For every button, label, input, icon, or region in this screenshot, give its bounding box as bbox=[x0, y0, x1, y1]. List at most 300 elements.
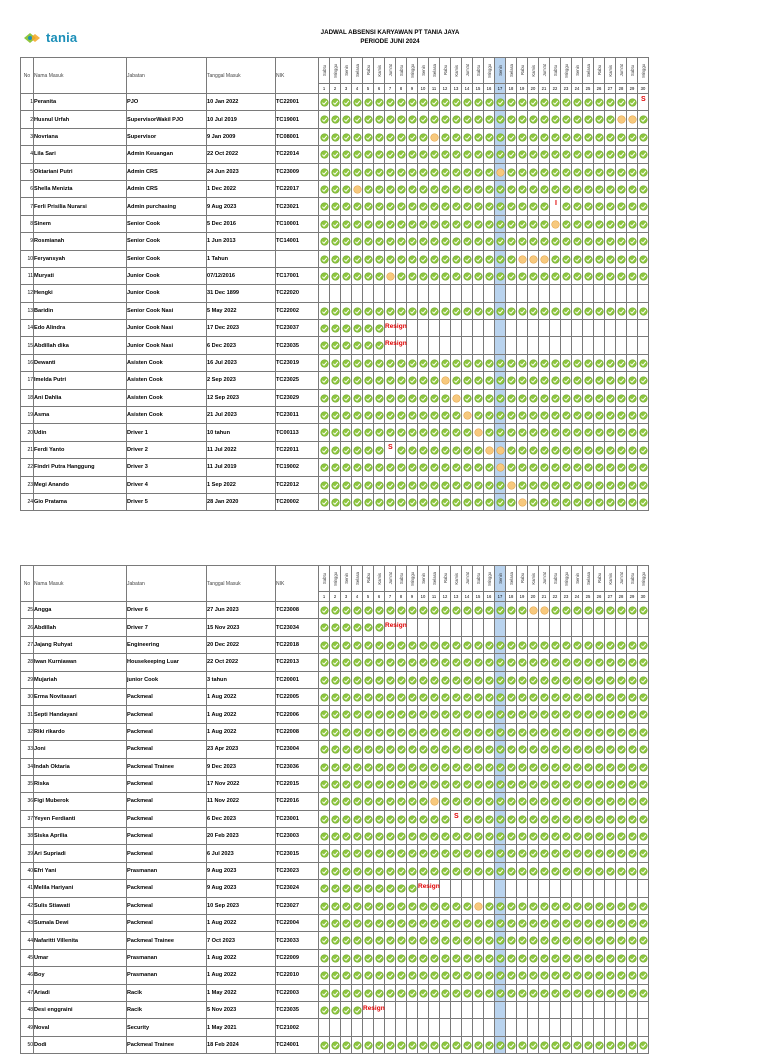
attendance-cell bbox=[572, 407, 583, 424]
attendance-cell bbox=[363, 915, 374, 932]
green-check-icon bbox=[573, 936, 582, 945]
attendance-cell bbox=[506, 984, 517, 1001]
green-check-icon bbox=[342, 902, 351, 911]
day-name-header bbox=[418, 566, 429, 592]
green-check-icon bbox=[562, 763, 571, 772]
green-check-icon bbox=[463, 710, 472, 719]
attendance-cell bbox=[385, 372, 396, 389]
green-check-icon bbox=[408, 763, 417, 772]
page-title bbox=[260, 28, 520, 46]
green-check-icon bbox=[551, 376, 560, 385]
attendance-cell bbox=[550, 793, 561, 810]
attendance-cell bbox=[374, 250, 385, 267]
green-check-icon bbox=[617, 481, 626, 490]
green-check-icon bbox=[518, 272, 527, 281]
employee-position: Packmeal Trainee bbox=[127, 1036, 207, 1053]
green-check-icon bbox=[628, 954, 637, 963]
attendance-cell bbox=[484, 1036, 495, 1053]
attendance-cell bbox=[319, 285, 330, 302]
green-check-icon bbox=[331, 150, 340, 159]
green-check-icon bbox=[518, 710, 527, 719]
attendance-cell bbox=[352, 828, 363, 845]
attendance-cell bbox=[330, 215, 341, 232]
green-check-icon bbox=[529, 133, 538, 142]
green-check-icon bbox=[419, 272, 428, 281]
date-header: 16 bbox=[484, 84, 495, 94]
green-check-icon bbox=[496, 797, 505, 806]
green-check-icon bbox=[595, 394, 604, 403]
attendance-cell bbox=[638, 636, 649, 653]
green-check-icon bbox=[595, 710, 604, 719]
day-name-label: Kamis bbox=[453, 572, 459, 585]
green-check-icon bbox=[606, 832, 615, 841]
attendance-cell bbox=[462, 354, 473, 371]
green-check-icon bbox=[628, 902, 637, 911]
green-check-icon bbox=[573, 763, 582, 772]
green-check-icon bbox=[353, 832, 362, 841]
attendance-cell bbox=[363, 1001, 385, 1018]
attendance-cell bbox=[473, 967, 484, 984]
green-check-icon bbox=[496, 936, 505, 945]
attendance-cell bbox=[572, 793, 583, 810]
attendance-cell bbox=[517, 845, 528, 862]
green-check-icon bbox=[507, 359, 516, 368]
table-row bbox=[21, 915, 649, 932]
attendance-cell bbox=[594, 424, 605, 441]
attendance-cell bbox=[572, 862, 583, 879]
employee-name: Megi Anando bbox=[34, 476, 127, 493]
table-row bbox=[21, 706, 649, 723]
permit-mark: I bbox=[555, 200, 557, 208]
attendance-cell bbox=[583, 619, 594, 636]
attendance-cell bbox=[473, 1019, 484, 1036]
attendance-cell bbox=[363, 372, 374, 389]
attendance-cell bbox=[396, 389, 407, 406]
attendance-cell bbox=[506, 111, 517, 128]
attendance-cell bbox=[550, 984, 561, 1001]
green-check-icon bbox=[441, 463, 450, 472]
employee-name: Nafaritti Villenita bbox=[34, 932, 127, 949]
employee-position: Packmeal bbox=[127, 706, 207, 723]
attendance-cell bbox=[385, 163, 396, 180]
green-check-icon bbox=[595, 428, 604, 437]
attendance-cell bbox=[330, 337, 341, 354]
attendance-cell bbox=[627, 984, 638, 1001]
green-check-icon bbox=[507, 185, 516, 194]
green-check-icon bbox=[551, 693, 560, 702]
employee-name: Umar bbox=[34, 949, 127, 966]
green-check-icon bbox=[639, 728, 648, 737]
day-name-label: Rabu bbox=[596, 65, 602, 76]
attendance-cell bbox=[363, 163, 374, 180]
employee-position: Junior Cook bbox=[127, 267, 207, 284]
attendance-cell bbox=[506, 862, 517, 879]
green-check-icon bbox=[562, 936, 571, 945]
attendance-cell bbox=[605, 215, 616, 232]
attendance-cell bbox=[572, 1019, 583, 1036]
green-check-icon bbox=[573, 411, 582, 420]
green-check-icon bbox=[386, 745, 395, 754]
attendance-cell bbox=[462, 793, 473, 810]
header-nik: NIK bbox=[276, 566, 319, 602]
attendance-cell bbox=[407, 250, 418, 267]
green-check-icon bbox=[364, 623, 373, 632]
green-check-icon bbox=[452, 481, 461, 490]
day-name-header bbox=[627, 566, 638, 592]
orange-circle-icon bbox=[474, 902, 483, 911]
green-check-icon bbox=[408, 307, 417, 316]
green-check-icon bbox=[452, 115, 461, 124]
attendance-cell bbox=[396, 180, 407, 197]
attendance-cell bbox=[330, 1001, 341, 1018]
attendance-cell bbox=[451, 758, 462, 775]
attendance-cell bbox=[528, 320, 539, 337]
employee-nik: TC23025 bbox=[276, 372, 319, 389]
header-jabatan: Jabatan bbox=[127, 566, 207, 602]
green-check-icon bbox=[430, 989, 439, 998]
day-name-label: Minggu bbox=[640, 63, 646, 78]
attendance-cell bbox=[374, 459, 385, 476]
attendance-cell bbox=[605, 775, 616, 792]
attendance-cell bbox=[616, 337, 627, 354]
join-date: 3 tahun bbox=[207, 671, 276, 688]
green-check-icon bbox=[573, 728, 582, 737]
attendance-cell bbox=[528, 1001, 539, 1018]
green-check-icon bbox=[419, 954, 428, 963]
green-check-icon bbox=[364, 658, 373, 667]
green-check-icon bbox=[584, 150, 593, 159]
attendance-cell bbox=[627, 459, 638, 476]
attendance-cell bbox=[429, 320, 440, 337]
attendance-cell bbox=[319, 1036, 330, 1053]
attendance-cell bbox=[407, 915, 418, 932]
attendance-cell bbox=[363, 128, 374, 145]
green-check-icon bbox=[551, 849, 560, 858]
attendance-cell bbox=[374, 984, 385, 1001]
attendance-cell bbox=[638, 389, 649, 406]
green-check-icon bbox=[408, 989, 417, 998]
attendance-cell bbox=[451, 215, 462, 232]
green-check-icon bbox=[386, 237, 395, 246]
attendance-cell bbox=[627, 602, 638, 619]
attendance-cell bbox=[583, 250, 594, 267]
green-check-icon bbox=[386, 202, 395, 211]
attendance-cell bbox=[616, 723, 627, 740]
attendance-cell bbox=[352, 636, 363, 653]
attendance-cell bbox=[418, 775, 429, 792]
attendance-cell bbox=[484, 128, 495, 145]
green-check-icon bbox=[342, 133, 351, 142]
attendance-cell bbox=[616, 233, 627, 250]
attendance-cell bbox=[495, 723, 506, 740]
green-check-icon bbox=[408, 658, 417, 667]
employee-position: Admin purchasing bbox=[127, 198, 207, 215]
green-check-icon bbox=[617, 849, 626, 858]
green-check-icon bbox=[617, 307, 626, 316]
attendance-cell bbox=[385, 337, 407, 354]
green-check-icon bbox=[331, 185, 340, 194]
attendance-cell bbox=[385, 897, 396, 914]
attendance-cell bbox=[319, 845, 330, 862]
green-check-icon bbox=[375, 641, 384, 650]
green-check-icon bbox=[573, 446, 582, 455]
employee-name: Septi Handayani bbox=[34, 706, 127, 723]
attendance-cell bbox=[495, 932, 506, 949]
green-check-icon bbox=[617, 902, 626, 911]
orange-circle-icon bbox=[485, 446, 494, 455]
attendance-cell bbox=[627, 233, 638, 250]
attendance-cell bbox=[352, 723, 363, 740]
green-check-icon bbox=[364, 185, 373, 194]
attendance-cell bbox=[638, 163, 649, 180]
attendance-cell bbox=[352, 932, 363, 949]
attendance-cell bbox=[418, 407, 429, 424]
green-check-icon bbox=[419, 763, 428, 772]
attendance-cell bbox=[407, 810, 418, 827]
attendance-cell bbox=[638, 897, 649, 914]
green-check-icon bbox=[551, 832, 560, 841]
green-check-icon bbox=[573, 428, 582, 437]
green-check-icon bbox=[386, 606, 395, 615]
green-check-icon bbox=[375, 307, 384, 316]
green-check-icon bbox=[595, 797, 604, 806]
green-check-icon bbox=[595, 237, 604, 246]
attendance-cell bbox=[550, 654, 561, 671]
row-number: 12 bbox=[21, 285, 34, 302]
green-check-icon bbox=[584, 832, 593, 841]
green-check-icon bbox=[397, 202, 406, 211]
attendance-cell bbox=[418, 706, 429, 723]
attendance-cell bbox=[363, 1019, 374, 1036]
green-check-icon bbox=[562, 428, 571, 437]
green-check-icon bbox=[606, 745, 615, 754]
green-check-icon bbox=[342, 919, 351, 928]
green-check-icon bbox=[463, 971, 472, 980]
date-header: 9 bbox=[407, 84, 418, 94]
green-check-icon bbox=[386, 220, 395, 229]
day-name-header bbox=[330, 566, 341, 592]
attendance-cell bbox=[418, 233, 429, 250]
day-name-label: Minggu bbox=[563, 63, 569, 78]
attendance-cell bbox=[528, 180, 539, 197]
day-name-header bbox=[429, 566, 440, 592]
attendance-cell bbox=[440, 706, 451, 723]
green-check-icon bbox=[496, 693, 505, 702]
attendance-cell bbox=[616, 441, 627, 458]
green-check-icon bbox=[518, 481, 527, 490]
attendance-cell bbox=[330, 688, 341, 705]
green-check-icon bbox=[584, 710, 593, 719]
green-check-icon bbox=[507, 971, 516, 980]
attendance-cell bbox=[319, 810, 330, 827]
green-check-icon bbox=[540, 832, 549, 841]
green-check-icon bbox=[364, 481, 373, 490]
green-check-icon bbox=[639, 797, 648, 806]
green-check-icon bbox=[320, 710, 329, 719]
day-name-header bbox=[418, 58, 429, 84]
green-check-icon bbox=[441, 255, 450, 264]
attendance-cell bbox=[396, 915, 407, 932]
attendance-cell bbox=[319, 441, 330, 458]
green-check-icon bbox=[342, 989, 351, 998]
green-check-icon bbox=[606, 481, 615, 490]
employee-position: Packmeal Trainee bbox=[127, 932, 207, 949]
date-header: 8 bbox=[396, 84, 407, 94]
employee-position: Packmeal bbox=[127, 793, 207, 810]
attendance-cell bbox=[451, 1019, 462, 1036]
attendance-cell bbox=[550, 180, 561, 197]
green-check-icon bbox=[430, 849, 439, 858]
attendance-cell bbox=[418, 389, 429, 406]
attendance-cell bbox=[517, 619, 528, 636]
green-check-icon bbox=[320, 919, 329, 928]
date-header: 16 bbox=[484, 592, 495, 602]
attendance-cell bbox=[506, 688, 517, 705]
green-check-icon bbox=[628, 394, 637, 403]
attendance-cell bbox=[561, 493, 572, 510]
attendance-cell bbox=[319, 741, 330, 758]
green-check-icon bbox=[342, 797, 351, 806]
attendance-cell bbox=[517, 459, 528, 476]
attendance-cell bbox=[319, 146, 330, 163]
green-check-icon bbox=[617, 202, 626, 211]
attendance-cell bbox=[484, 441, 495, 458]
green-check-icon bbox=[353, 150, 362, 159]
green-check-icon bbox=[529, 481, 538, 490]
green-check-icon bbox=[463, 359, 472, 368]
attendance-cell bbox=[583, 723, 594, 740]
attendance-cell bbox=[495, 1036, 506, 1053]
green-check-icon bbox=[397, 954, 406, 963]
attendance-cell bbox=[572, 706, 583, 723]
green-check-icon bbox=[595, 971, 604, 980]
attendance-cell bbox=[319, 915, 330, 932]
green-check-icon bbox=[419, 693, 428, 702]
attendance-cell bbox=[341, 233, 352, 250]
attendance-cell bbox=[572, 688, 583, 705]
employee-nik: TC23033 bbox=[276, 932, 319, 949]
attendance-cell bbox=[605, 915, 616, 932]
green-check-icon bbox=[507, 98, 516, 107]
employee-nik: TC22002 bbox=[276, 302, 319, 319]
attendance-cell bbox=[473, 111, 484, 128]
green-check-icon bbox=[463, 936, 472, 945]
green-check-icon bbox=[353, 324, 362, 333]
row-number: 26 bbox=[21, 619, 34, 636]
green-check-icon bbox=[430, 185, 439, 194]
attendance-cell bbox=[341, 198, 352, 215]
attendance-cell bbox=[594, 880, 605, 897]
attendance-cell bbox=[627, 932, 638, 949]
green-check-icon bbox=[331, 676, 340, 685]
attendance-cell bbox=[396, 493, 407, 510]
green-check-icon bbox=[507, 255, 516, 264]
attendance-cell bbox=[627, 337, 638, 354]
green-check-icon bbox=[606, 237, 615, 246]
join-date: 17 Dec 2023 bbox=[207, 320, 276, 337]
attendance-cell bbox=[550, 302, 561, 319]
attendance-cell bbox=[440, 619, 451, 636]
green-check-icon bbox=[573, 954, 582, 963]
employee-name: Novriana bbox=[34, 128, 127, 145]
green-check-icon bbox=[408, 133, 417, 142]
day-name-header bbox=[561, 566, 572, 592]
green-check-icon bbox=[639, 867, 648, 876]
green-check-icon bbox=[551, 606, 560, 615]
title-text: JADWAL ABSENSI KARYAWAN PT TANIA JAYA bbox=[320, 29, 460, 36]
green-check-icon bbox=[320, 359, 329, 368]
green-check-icon bbox=[507, 428, 516, 437]
green-check-icon bbox=[397, 411, 406, 420]
green-check-icon bbox=[342, 745, 351, 754]
green-check-icon bbox=[364, 989, 373, 998]
green-check-icon bbox=[584, 745, 593, 754]
green-check-icon bbox=[617, 185, 626, 194]
green-check-icon bbox=[485, 710, 494, 719]
attendance-cell bbox=[363, 1036, 374, 1053]
attendance-cell bbox=[528, 671, 539, 688]
attendance-cell bbox=[616, 636, 627, 653]
green-check-icon bbox=[606, 971, 615, 980]
attendance-cell bbox=[616, 897, 627, 914]
green-check-icon bbox=[320, 849, 329, 858]
green-check-icon bbox=[551, 463, 560, 472]
attendance-cell bbox=[418, 932, 429, 949]
green-check-icon bbox=[364, 237, 373, 246]
green-check-icon bbox=[408, 745, 417, 754]
green-check-icon bbox=[595, 150, 604, 159]
green-check-icon bbox=[364, 498, 373, 507]
attendance-cell bbox=[561, 337, 572, 354]
green-check-icon bbox=[441, 641, 450, 650]
attendance-cell bbox=[385, 302, 396, 319]
attendance-cell bbox=[374, 688, 385, 705]
green-check-icon bbox=[474, 168, 483, 177]
green-check-icon bbox=[375, 954, 384, 963]
attendance-cell bbox=[506, 163, 517, 180]
green-check-icon bbox=[617, 832, 626, 841]
green-check-icon bbox=[419, 867, 428, 876]
day-name-header bbox=[396, 566, 407, 592]
green-check-icon bbox=[463, 394, 472, 403]
green-check-icon bbox=[551, 971, 560, 980]
employee-position: Supervisor bbox=[127, 128, 207, 145]
employee-nik: TC23011 bbox=[276, 407, 319, 424]
green-check-icon bbox=[485, 150, 494, 159]
attendance-cell bbox=[385, 267, 396, 284]
attendance-cell bbox=[385, 949, 396, 966]
attendance-cell bbox=[462, 285, 473, 302]
attendance-cell bbox=[583, 688, 594, 705]
attendance-cell bbox=[539, 967, 550, 984]
attendance-cell bbox=[429, 775, 440, 792]
date-header: 3 bbox=[341, 84, 352, 94]
attendance-cell bbox=[330, 1019, 341, 1036]
green-check-icon bbox=[639, 745, 648, 754]
green-check-icon bbox=[419, 902, 428, 911]
attendance-cell bbox=[418, 636, 429, 653]
attendance-cell bbox=[528, 424, 539, 441]
green-check-icon bbox=[628, 1041, 637, 1050]
green-check-icon bbox=[441, 919, 450, 928]
attendance-cell bbox=[429, 285, 440, 302]
green-check-icon bbox=[375, 272, 384, 281]
attendance-cell bbox=[561, 654, 572, 671]
day-name-label: Selasa bbox=[585, 64, 591, 77]
attendance-cell bbox=[528, 111, 539, 128]
attendance-cell bbox=[638, 984, 649, 1001]
green-check-icon bbox=[430, 867, 439, 876]
